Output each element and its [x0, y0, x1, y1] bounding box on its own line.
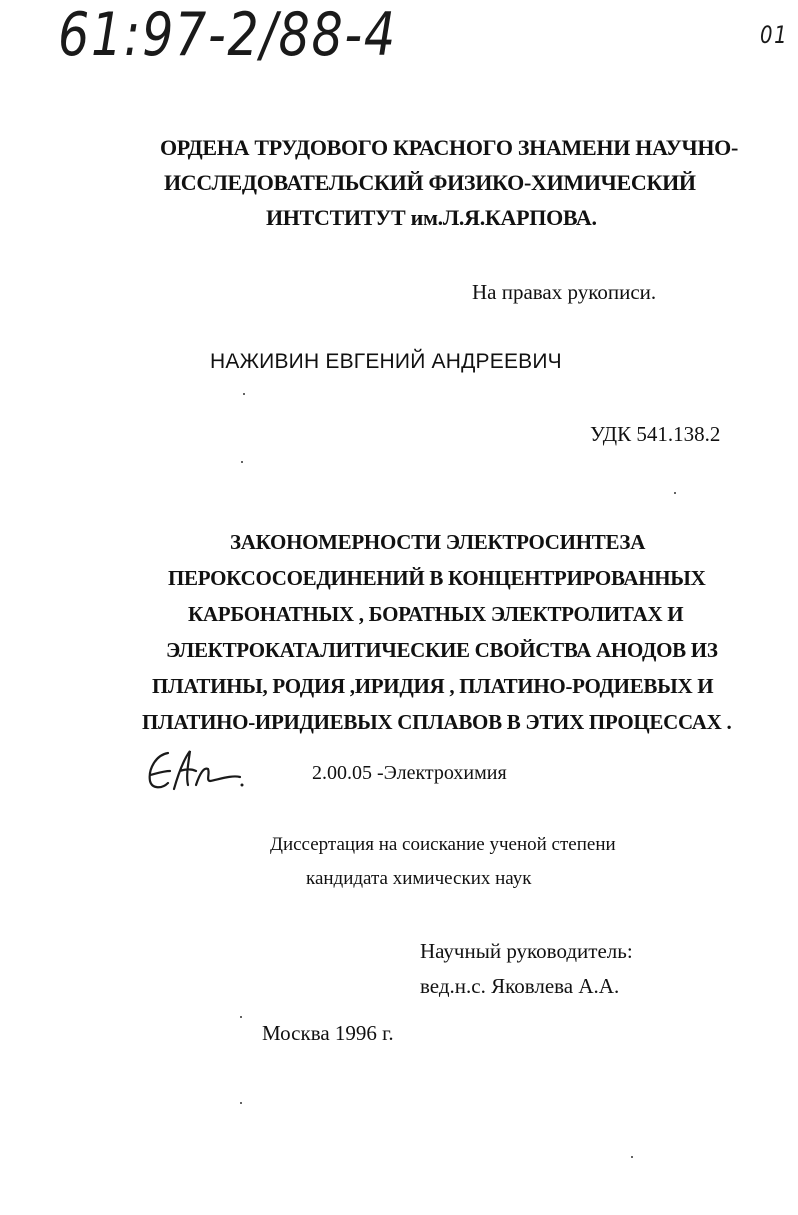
title-line-5: ПЛАТИНЫ, РОДИЯ ,ИРИДИЯ , ПЛАТИНО-РОДИЕВЫХ И: [152, 674, 714, 698]
title-line-4: ЭЛЕКТРОКАТАЛИТИЧЕСКИЕ СВОЙСТВА АНОДОВ ИЗ: [166, 638, 718, 662]
scan-speck: [243, 393, 245, 395]
supervisor-label: Научный руководитель:: [420, 939, 633, 963]
organization-line-2: ИССЛЕДОВАТЕЛЬСКИЙ ФИЗИКО-ХИМИЧЕСКИЙ: [164, 170, 696, 195]
place-year: Москва 1996 г.: [262, 1021, 394, 1045]
handwritten-initials: [140, 745, 250, 805]
degree-line-2: кандидата химических наук: [306, 868, 532, 889]
title-line-1: ЗАКОНОМЕРНОСТИ ЭЛЕКТРОСИНТЕЗА: [230, 530, 646, 554]
organization-line-1: ОРДЕНА ТРУДОВОГО КРАСНОГО ЗНАМЕНИ НАУЧНО-: [160, 135, 739, 160]
scan-speck: [240, 1102, 242, 1104]
author-name: НАЖИВИН ЕВГЕНИЙ АНДРЕЕВИЧ: [210, 350, 562, 373]
archive-code: 61:97-2/88-4: [58, 0, 397, 70]
supervisor-name: вед.н.с. Яковлева А.А.: [420, 974, 620, 998]
scan-speck: [241, 461, 243, 463]
title-line-6: ПЛАТИНО-ИРИДИЕВЫХ СПЛАВОВ В ЭТИХ ПРОЦЕССАХ .: [142, 710, 732, 734]
scan-speck: [674, 492, 676, 494]
page-mark: 01: [760, 21, 789, 49]
title-line-2: ПЕРОКСОСОЕДИНЕНИЙ В КОНЦЕНТРИРОВАННЫХ: [168, 566, 706, 590]
scan-speck: [240, 1016, 242, 1018]
title-line-3: КАРБОНАТНЫХ , БОРАТНЫХ ЭЛЕКТРОЛИТАХ И: [188, 602, 684, 626]
specialty-code: 2.00.05 -Электрохимия: [312, 762, 507, 784]
rights-note: На правах рукописи.: [472, 280, 657, 304]
degree-line-1: Диссертация на соискание ученой степени: [270, 834, 616, 855]
scan-speck: [631, 1156, 633, 1158]
udc-code: УДК 541.138.2: [590, 422, 721, 446]
organization-line-3: ИНТСТИТУТ им.Л.Я.КАРПОВА.: [266, 205, 597, 230]
